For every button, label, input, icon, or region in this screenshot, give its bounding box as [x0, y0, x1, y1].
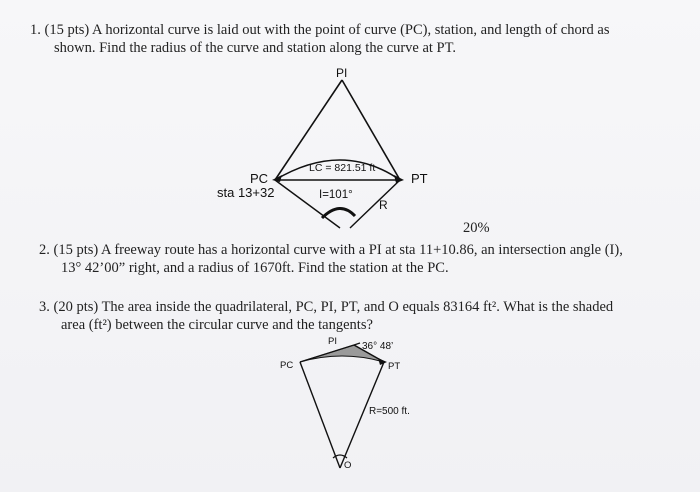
pt-label: PT — [411, 171, 428, 186]
radius-pc — [300, 362, 340, 468]
question-3-line-2: area (ft²) between the circular curve and the tangents? — [61, 317, 373, 333]
pc-label: PC — [280, 360, 294, 371]
long-chord-label: LC = 821.51 ft — [309, 162, 376, 174]
tangent-extension — [354, 343, 360, 345]
question-2-line-1: 2. (15 pts) A freeway route has a horizontal curve with a PI at sta 11+10.86, an intersection angle (I), — [39, 242, 623, 258]
pi-label: PI — [336, 66, 348, 80]
radius-label: R — [379, 198, 388, 212]
center-o-label: O — [344, 460, 352, 471]
question-1-line-2: shown. Find the radius of the curve and station along the curve at PT. — [54, 40, 457, 56]
question-2-line-2: 13° 42’00” right, and a radius of 1670ft. Find the station at the PC. — [61, 260, 449, 276]
radius-label: R=500 ft. — [369, 406, 410, 417]
score-percent: 20% — [463, 220, 490, 236]
pt-label: PT — [388, 361, 401, 372]
station-label: sta 13+32 — [217, 185, 275, 200]
pi-label: PI — [328, 336, 337, 347]
pc-label: PC — [250, 171, 269, 186]
deflection-angle-label: 36° 48’ — [362, 341, 394, 352]
question-1-line-1: 1. (15 pts) A horizontal curve is laid out with the point of curve (PC), station, and length of chord as — [30, 22, 610, 38]
intersection-angle-label: I=101° — [319, 189, 353, 201]
question-3-line-1: 3. (20 pts) The area inside the quadrilateral, PC, PI, PT, and O equals 83164 ft². What is the shaded — [39, 299, 614, 315]
